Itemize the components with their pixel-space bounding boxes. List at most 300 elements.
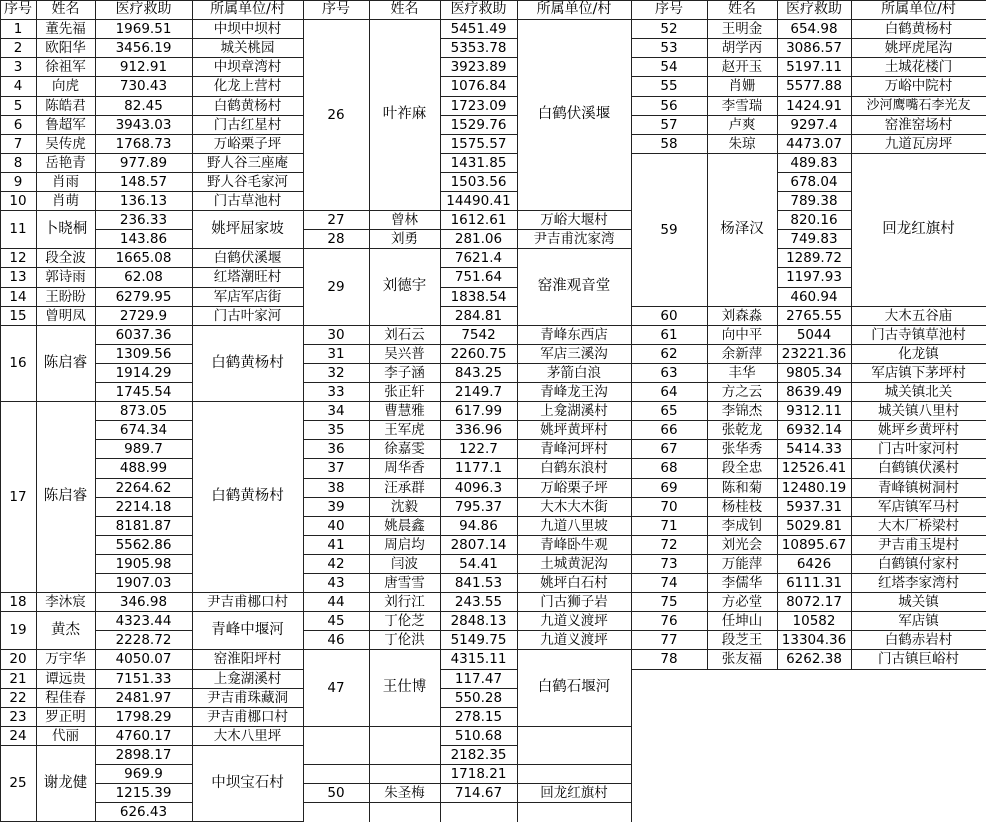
person-name[interactable]: 曹慧雅	[384, 402, 425, 419]
amount-cell[interactable]: 1665.08	[115, 249, 172, 266]
row-number[interactable]: 10	[9, 192, 27, 209]
row-number[interactable]: 1	[13, 20, 23, 37]
unit-village[interactable]: 化龙镇	[898, 345, 939, 362]
row-number[interactable]: 30	[327, 326, 345, 343]
amount-cell[interactable]: 489.83	[790, 154, 838, 171]
unit-village[interactable]: 大木五谷庙	[884, 307, 953, 324]
row-number[interactable]: 25	[9, 775, 27, 792]
person-name[interactable]: 张正轩	[384, 383, 425, 400]
person-name[interactable]: 谭远贵	[45, 670, 86, 687]
unit-village[interactable]: 门古狮子岩	[540, 593, 608, 610]
amount-cell[interactable]: 5029.81	[786, 517, 842, 534]
person-name[interactable]: 陈启睿	[43, 354, 88, 371]
row-number[interactable]	[303, 727, 369, 764]
amount-cell[interactable]: 795.37	[454, 498, 503, 515]
unit-village[interactable]: 中坝章湾村	[213, 58, 282, 75]
unit-village[interactable]: 红塔潮旺村	[213, 269, 282, 286]
row-number[interactable]: 20	[9, 651, 27, 668]
unit-village[interactable]: 窑淮窑场村	[884, 116, 953, 133]
unit-village[interactable]: 门古叶家河村	[878, 440, 959, 457]
person-name[interactable]: 向虎	[52, 78, 79, 95]
amount-cell[interactable]: 912.91	[119, 58, 168, 75]
amount-cell[interactable]: 5562.86	[115, 536, 172, 553]
row-number[interactable]: 77	[660, 631, 678, 648]
amount-cell[interactable]: 678.04	[790, 173, 838, 190]
amount-cell[interactable]: 1905.98	[115, 555, 172, 572]
unit-village[interactable]: 姚坪白石村	[540, 574, 608, 591]
amount-cell[interactable]: 841.53	[454, 574, 503, 591]
row-number[interactable]: 70	[660, 498, 678, 515]
column-header[interactable]: 序号	[4, 1, 32, 18]
row-number[interactable]: 21	[9, 670, 27, 687]
person-name[interactable]: 向中平	[721, 326, 763, 343]
amount-cell[interactable]: 2182.35	[450, 746, 507, 763]
person-name[interactable]: 丁伦芝	[384, 612, 425, 629]
row-number[interactable]: 40	[327, 517, 345, 534]
row-number[interactable]: 12	[9, 249, 27, 266]
row-number[interactable]: 47	[327, 679, 345, 696]
amount-cell[interactable]: 873.05	[119, 402, 168, 419]
person-name[interactable]: 方必堂	[721, 593, 763, 610]
amount-cell[interactable]: 1424.91	[786, 97, 842, 114]
amount-cell[interactable]: 2481.97	[115, 689, 172, 706]
person-name[interactable]: 岳艳青	[45, 154, 86, 171]
person-name[interactable]: 吴兴普	[384, 345, 425, 362]
person-name[interactable]: 刘行江	[384, 593, 425, 610]
row-number[interactable]: 64	[660, 383, 678, 400]
unit-village[interactable]: 军店镇军马村	[878, 498, 959, 515]
column-header[interactable]: 序号	[655, 1, 683, 18]
amount-cell[interactable]: 2729.9	[119, 307, 168, 324]
amount-cell[interactable]: 674.34	[119, 421, 168, 438]
unit-village[interactable]: 姚坪虎尾沟	[884, 39, 953, 56]
person-name[interactable]: 吴传虎	[45, 135, 86, 152]
person-name[interactable]: 余新萍	[721, 345, 763, 362]
amount-cell[interactable]: 488.99	[119, 460, 168, 477]
person-name[interactable]: 段全波	[45, 249, 86, 266]
column-header[interactable]: 姓名	[728, 1, 756, 18]
unit-village[interactable]: 白鹤黄杨村	[884, 20, 953, 37]
unit-village[interactable]: 白鹤黄杨村	[211, 488, 284, 505]
row-number[interactable]: 24	[9, 727, 27, 744]
amount-cell[interactable]: 1838.54	[450, 288, 507, 305]
unit-village[interactable]: 尹吉甫梛口村	[207, 593, 288, 610]
amount-cell[interactable]: 143.86	[119, 230, 168, 247]
unit-village[interactable]: 上龛湖溪村	[540, 402, 608, 419]
amount-cell[interactable]: 2260.75	[450, 345, 507, 362]
unit-village[interactable]: 姚坪乡黄坪村	[878, 421, 959, 438]
unit-village[interactable]: 白鹤东浪村	[540, 460, 608, 477]
row-number[interactable]: 46	[327, 631, 345, 648]
amount-cell[interactable]: 6932.14	[786, 421, 842, 438]
unit-village[interactable]: 白鹤赤岩村	[884, 631, 953, 648]
row-number[interactable]: 13	[9, 269, 27, 286]
column-header[interactable]: 医疗救助	[115, 1, 172, 18]
amount-cell[interactable]: 23221.36	[781, 345, 847, 362]
person-name[interactable]: 刘石云	[384, 326, 425, 343]
unit-village[interactable]: 门古叶家河	[213, 307, 282, 324]
unit-village[interactable]: 万峪栗子坪	[540, 479, 608, 496]
person-name[interactable]: 卢爽	[728, 116, 756, 133]
unit-village[interactable]: 化龙上营村	[213, 78, 282, 95]
amount-cell[interactable]: 9297.4	[790, 116, 838, 133]
row-number[interactable]: 76	[660, 612, 678, 629]
row-number[interactable]: 66	[660, 421, 678, 438]
unit-village[interactable]: 白鹤镇付家村	[878, 555, 959, 572]
row-number[interactable]: 57	[660, 116, 678, 133]
amount-cell[interactable]: 9312.11	[786, 402, 842, 419]
amount-cell[interactable]: 54.41	[459, 555, 498, 572]
row-number[interactable]: 38	[327, 479, 345, 496]
row-number[interactable]: 42	[327, 555, 345, 572]
amount-cell[interactable]: 8181.87	[115, 517, 172, 534]
row-number[interactable]: 9	[13, 173, 23, 190]
unit-village[interactable]: 青峰河坪村	[540, 440, 608, 457]
row-number[interactable]: 22	[9, 689, 27, 706]
person-name[interactable]: 陈启睿	[43, 488, 88, 505]
amount-cell[interactable]: 6111.31	[786, 574, 842, 591]
amount-cell[interactable]: 977.89	[119, 154, 168, 171]
amount-cell[interactable]: 10895.67	[781, 536, 847, 553]
person-name[interactable]: 欧阳华	[45, 39, 86, 56]
person-name[interactable]: 朱圣梅	[384, 784, 425, 801]
person-name[interactable]: 李雪瑞	[721, 97, 763, 114]
unit-village[interactable]: 青峰镇树洞村	[878, 479, 959, 496]
row-number[interactable]: 59	[660, 221, 678, 238]
unit-village[interactable]	[517, 727, 631, 764]
unit-village[interactable]: 大木八里坪	[213, 727, 282, 744]
person-name[interactable]: 鲁超军	[45, 116, 86, 133]
row-number[interactable]: 39	[327, 498, 345, 515]
person-name[interactable]: 李成钊	[721, 517, 763, 534]
person-name[interactable]: 徐祖军	[45, 58, 86, 75]
unit-village[interactable]: 城关镇	[898, 593, 939, 610]
unit-village[interactable]: 万峪栗子坪	[213, 135, 282, 152]
unit-village[interactable]	[517, 765, 631, 783]
row-number[interactable]: 17	[9, 488, 27, 505]
amount-cell[interactable]: 284.81	[454, 307, 503, 324]
unit-village[interactable]: 青峰卧牛观	[540, 536, 608, 553]
amount-cell[interactable]: 1215.39	[115, 784, 172, 801]
person-name[interactable]: 王盼盼	[45, 288, 86, 305]
row-number[interactable]: 53	[660, 39, 678, 56]
person-name[interactable]: 李锦杰	[721, 402, 763, 419]
amount-cell[interactable]: 9805.34	[786, 364, 842, 381]
row-number[interactable]: 4	[13, 78, 23, 95]
person-name[interactable]: 胡学丙	[721, 39, 763, 56]
amount-cell[interactable]: 7542	[461, 326, 496, 343]
unit-village[interactable]: 白鹤镇伏溪村	[878, 460, 959, 477]
amount-cell[interactable]: 1798.29	[115, 708, 172, 725]
amount-cell[interactable]: 136.13	[119, 192, 168, 209]
amount-cell[interactable]: 336.96	[454, 421, 503, 438]
row-number[interactable]: 52	[660, 20, 678, 37]
amount-cell[interactable]: 278.15	[454, 708, 503, 725]
row-number[interactable]: 78	[660, 651, 678, 668]
amount-cell[interactable]: 1914.29	[115, 364, 172, 381]
amount-cell[interactable]: 7151.33	[115, 670, 172, 687]
amount-cell[interactable]: 510.68	[454, 727, 503, 744]
person-name[interactable]: 张华秀	[721, 440, 763, 457]
unit-village[interactable]: 城关桃园	[220, 39, 275, 56]
unit-village[interactable]: 门古草池村	[213, 192, 282, 209]
amount-cell[interactable]: 6426	[796, 555, 832, 572]
unit-village[interactable]: 尹吉甫珠藏洞	[207, 689, 288, 706]
amount-cell[interactable]: 626.43	[119, 803, 168, 820]
unit-village[interactable]: 茅箭白浪	[547, 364, 601, 381]
person-name[interactable]: 杨桂枝	[721, 498, 763, 515]
amount-cell[interactable]: 2807.14	[450, 536, 507, 553]
amount-cell[interactable]: 843.25	[454, 364, 503, 381]
amount-cell[interactable]: 281.06	[454, 230, 503, 247]
row-number[interactable]: 7	[13, 135, 23, 152]
unit-village[interactable]: 白鹤黄杨村	[213, 97, 282, 114]
amount-cell[interactable]: 1309.56	[115, 345, 172, 362]
row-number[interactable]: 41	[327, 536, 345, 553]
amount-cell[interactable]: 1718.21	[450, 765, 507, 782]
person-name[interactable]: 程佳春	[45, 689, 86, 706]
amount-cell[interactable]: 4473.07	[786, 135, 842, 152]
unit-village[interactable]: 姚坪屈家坡	[211, 220, 284, 237]
row-number[interactable]: 27	[327, 211, 345, 228]
unit-village[interactable]: 回龙红旗村	[882, 221, 955, 238]
row-number[interactable]: 71	[660, 517, 678, 534]
unit-village[interactable]: 门古寺镇草池村	[871, 326, 966, 343]
amount-cell[interactable]: 714.67	[454, 784, 503, 801]
amount-cell[interactable]: 751.64	[454, 269, 503, 286]
row-number[interactable]: 19	[9, 622, 27, 639]
amount-cell[interactable]: 12526.41	[781, 460, 847, 477]
row-number[interactable]: 28	[327, 230, 345, 247]
unit-village[interactable]: 回龙红旗村	[540, 784, 608, 801]
person-name[interactable]: 李沐宸	[45, 593, 86, 610]
person-name[interactable]: 卜晓桐	[43, 220, 88, 237]
person-name[interactable]: 陈皓君	[45, 97, 86, 114]
person-name[interactable]: 肖姗	[728, 78, 756, 95]
person-name[interactable]	[369, 765, 440, 783]
person-name[interactable]: 刘光会	[721, 536, 763, 553]
amount-cell[interactable]: 1431.85	[450, 154, 507, 171]
column-header[interactable]: 医疗救助	[450, 1, 507, 18]
row-number[interactable]: 60	[660, 307, 678, 324]
row-number[interactable]: 14	[9, 288, 27, 305]
unit-village[interactable]: 野人谷毛家河	[207, 173, 288, 190]
person-name[interactable]: 张友福	[721, 651, 763, 668]
amount-cell[interactable]: 62.08	[124, 269, 163, 286]
person-name[interactable]: 丰华	[728, 364, 756, 381]
amount-cell[interactable]: 1575.57	[450, 135, 507, 152]
row-number[interactable]: 72	[660, 536, 678, 553]
amount-cell[interactable]: 5044	[796, 326, 832, 343]
amount-cell[interactable]: 148.57	[119, 173, 168, 190]
amount-cell[interactable]: 236.33	[119, 211, 168, 228]
amount-cell[interactable]: 789.38	[790, 192, 838, 209]
row-number[interactable]: 15	[9, 307, 27, 324]
amount-cell[interactable]: 969.9	[124, 765, 163, 782]
amount-cell[interactable]: 7621.4	[454, 249, 503, 266]
unit-village[interactable]: 青峰东西店	[540, 326, 608, 343]
amount-cell[interactable]: 82.45	[124, 97, 163, 114]
person-name[interactable]: 方之云	[721, 383, 763, 400]
row-number[interactable]: 37	[327, 460, 345, 477]
person-name[interactable]: 刘森淼	[721, 307, 763, 324]
person-name[interactable]: 汪承群	[384, 479, 425, 496]
amount-cell[interactable]: 4096.3	[454, 479, 503, 496]
amount-cell[interactable]: 989.7	[124, 440, 163, 457]
amount-cell[interactable]: 2848.13	[450, 612, 507, 629]
amount-cell[interactable]: 10582	[792, 612, 836, 629]
row-number[interactable]: 6	[13, 116, 23, 133]
person-name[interactable]: 段芝王	[721, 631, 763, 648]
amount-cell[interactable]: 94.86	[459, 517, 498, 534]
person-name[interactable]: 曾明凤	[45, 307, 86, 324]
amount-cell[interactable]: 117.47	[454, 670, 503, 687]
person-name[interactable]: 黄杰	[51, 621, 80, 638]
amount-cell[interactable]: 5414.33	[786, 440, 842, 457]
person-name[interactable]	[369, 727, 440, 764]
unit-village[interactable]: 尹吉甫梛口村	[207, 708, 288, 725]
amount-cell[interactable]: 654.98	[790, 20, 838, 37]
amount-cell[interactable]: 5577.88	[786, 78, 842, 95]
unit-village[interactable]: 窑淮阳坪村	[213, 651, 282, 668]
amount-cell[interactable]: 4323.44	[115, 612, 172, 629]
person-name[interactable]: 王仕博	[382, 679, 427, 696]
person-name[interactable]: 李子涵	[384, 364, 425, 381]
row-number[interactable]: 18	[9, 593, 27, 610]
row-number[interactable]: 45	[327, 612, 345, 629]
unit-village[interactable]: 军店镇	[898, 612, 939, 629]
unit-village[interactable]: 城关镇北关	[884, 383, 953, 400]
amount-cell[interactable]: 1907.03	[115, 574, 172, 591]
row-number[interactable]: 61	[660, 326, 678, 343]
unit-village[interactable]: 野人谷三座庵	[207, 154, 288, 171]
row-number[interactable]: 68	[660, 460, 678, 477]
row-number[interactable]: 33	[327, 383, 345, 400]
amount-cell[interactable]: 243.55	[454, 593, 503, 610]
amount-cell[interactable]: 1177.1	[454, 460, 503, 477]
row-number[interactable]: 56	[660, 97, 678, 114]
person-name[interactable]: 刘勇	[391, 230, 418, 247]
row-number[interactable]: 63	[660, 364, 678, 381]
person-name[interactable]: 罗正明	[45, 708, 86, 725]
row-number[interactable]: 58	[660, 135, 678, 152]
column-header[interactable]: 序号	[322, 1, 350, 18]
column-header[interactable]: 所属单位/村	[536, 1, 612, 18]
amount-cell[interactable]: 4315.11	[450, 651, 507, 668]
unit-village[interactable]: 白鹤黄杨村	[211, 354, 284, 371]
person-name[interactable]: 杨泽汉	[720, 221, 764, 238]
amount-cell[interactable]: 1612.61	[450, 211, 507, 228]
unit-village[interactable]: 土城花楼门	[884, 58, 953, 75]
person-name[interactable]: 姚晨鑫	[384, 517, 425, 534]
amount-cell[interactable]: 1503.56	[450, 173, 507, 190]
row-number[interactable]: 34	[327, 402, 345, 419]
amount-cell[interactable]: 346.98	[119, 593, 168, 610]
row-number[interactable]: 2	[13, 39, 23, 56]
row-number[interactable]: 32	[327, 364, 345, 381]
unit-village[interactable]: 沙河鹰嘴石李光友	[866, 97, 971, 113]
amount-cell[interactable]: 1289.72	[786, 249, 842, 266]
row-number[interactable]	[303, 765, 369, 783]
person-name[interactable]: 唐雪雪	[384, 574, 425, 591]
unit-village[interactable]: 九道义渡坪	[540, 612, 608, 629]
amount-cell[interactable]: 8639.49	[786, 383, 842, 400]
row-number[interactable]: 44	[327, 593, 345, 610]
amount-cell[interactable]: 3456.19	[115, 39, 172, 56]
person-name[interactable]: 叶祚麻	[382, 106, 427, 123]
column-header[interactable]: 所属单位/村	[210, 1, 285, 18]
row-number[interactable]: 62	[660, 345, 678, 362]
person-name[interactable]: 任坤山	[721, 612, 763, 629]
amount-cell[interactable]: 5451.49	[450, 20, 507, 37]
person-name[interactable]: 董先福	[45, 20, 86, 37]
person-name[interactable]: 周华香	[384, 460, 425, 477]
unit-village[interactable]: 姚坪黄坪村	[540, 421, 608, 438]
person-name[interactable]: 代丽	[52, 727, 79, 744]
person-name[interactable]: 段全忠	[721, 460, 763, 477]
amount-cell[interactable]: 3943.03	[115, 116, 172, 133]
person-name[interactable]: 闫波	[391, 555, 418, 572]
amount-cell[interactable]: 617.99	[454, 402, 503, 419]
amount-cell[interactable]: 12480.19	[781, 479, 847, 496]
amount-cell[interactable]: 1768.73	[115, 135, 172, 152]
amount-cell[interactable]: 550.28	[454, 689, 503, 706]
amount-cell[interactable]: 6262.38	[786, 651, 842, 668]
unit-village[interactable]: 军店三溪沟	[540, 345, 608, 362]
person-name[interactable]: 曾林	[391, 211, 418, 228]
person-name[interactable]: 肖雨	[52, 173, 79, 190]
amount-cell[interactable]: 1745.54	[115, 383, 172, 400]
row-number[interactable]: 74	[660, 574, 678, 591]
amount-cell[interactable]: 2228.72	[115, 631, 172, 648]
amount-cell[interactable]: 2214.18	[115, 498, 172, 515]
amount-cell[interactable]: 8072.17	[786, 593, 842, 610]
row-number[interactable]: 16	[9, 355, 27, 372]
unit-village[interactable]: 土城黄泥沟	[540, 555, 608, 572]
unit-village[interactable]: 上龛湖溪村	[213, 670, 282, 687]
row-number[interactable]: 73	[660, 555, 678, 572]
amount-cell[interactable]: 4760.17	[115, 727, 172, 744]
amount-cell[interactable]: 4050.07	[115, 651, 172, 668]
unit-village[interactable]: 军店军店街	[213, 288, 282, 305]
amount-cell[interactable]: 3923.89	[450, 58, 507, 75]
unit-village[interactable]: 大木大木街	[540, 498, 608, 515]
person-name[interactable]: 李儒华	[721, 574, 763, 591]
amount-cell[interactable]: 1529.76	[450, 116, 507, 133]
person-name[interactable]: 肖萌	[52, 192, 79, 209]
row-number[interactable]: 55	[660, 78, 678, 95]
person-name[interactable]: 陈和菊	[721, 479, 763, 496]
person-name[interactable]: 王军虎	[384, 421, 425, 438]
amount-cell[interactable]: 460.94	[790, 288, 838, 305]
row-number[interactable]: 69	[660, 479, 678, 496]
row-number[interactable]: 67	[660, 440, 678, 457]
amount-cell[interactable]: 1076.84	[450, 78, 507, 95]
unit-village[interactable]: 军店镇下茅坪村	[871, 364, 966, 381]
unit-village[interactable]: 白鹤伏溪堰	[213, 249, 282, 266]
unit-village[interactable]: 尹吉甫玉堤村	[878, 536, 959, 553]
amount-cell[interactable]: 2149.7	[454, 383, 503, 400]
unit-village[interactable]: 中坝宝石村	[211, 774, 284, 791]
unit-village[interactable]: 城关镇八里村	[878, 402, 959, 419]
person-name[interactable]: 张乾龙	[721, 421, 763, 438]
person-name[interactable]: 徐嘉雯	[384, 440, 425, 457]
amount-cell[interactable]: 820.16	[790, 211, 838, 228]
amount-cell[interactable]: 1197.93	[786, 269, 842, 286]
unit-village[interactable]: 九道瓦房坪	[884, 135, 953, 152]
amount-cell[interactable]: 749.83	[790, 230, 838, 247]
amount-cell[interactable]: 2898.17	[115, 746, 172, 763]
